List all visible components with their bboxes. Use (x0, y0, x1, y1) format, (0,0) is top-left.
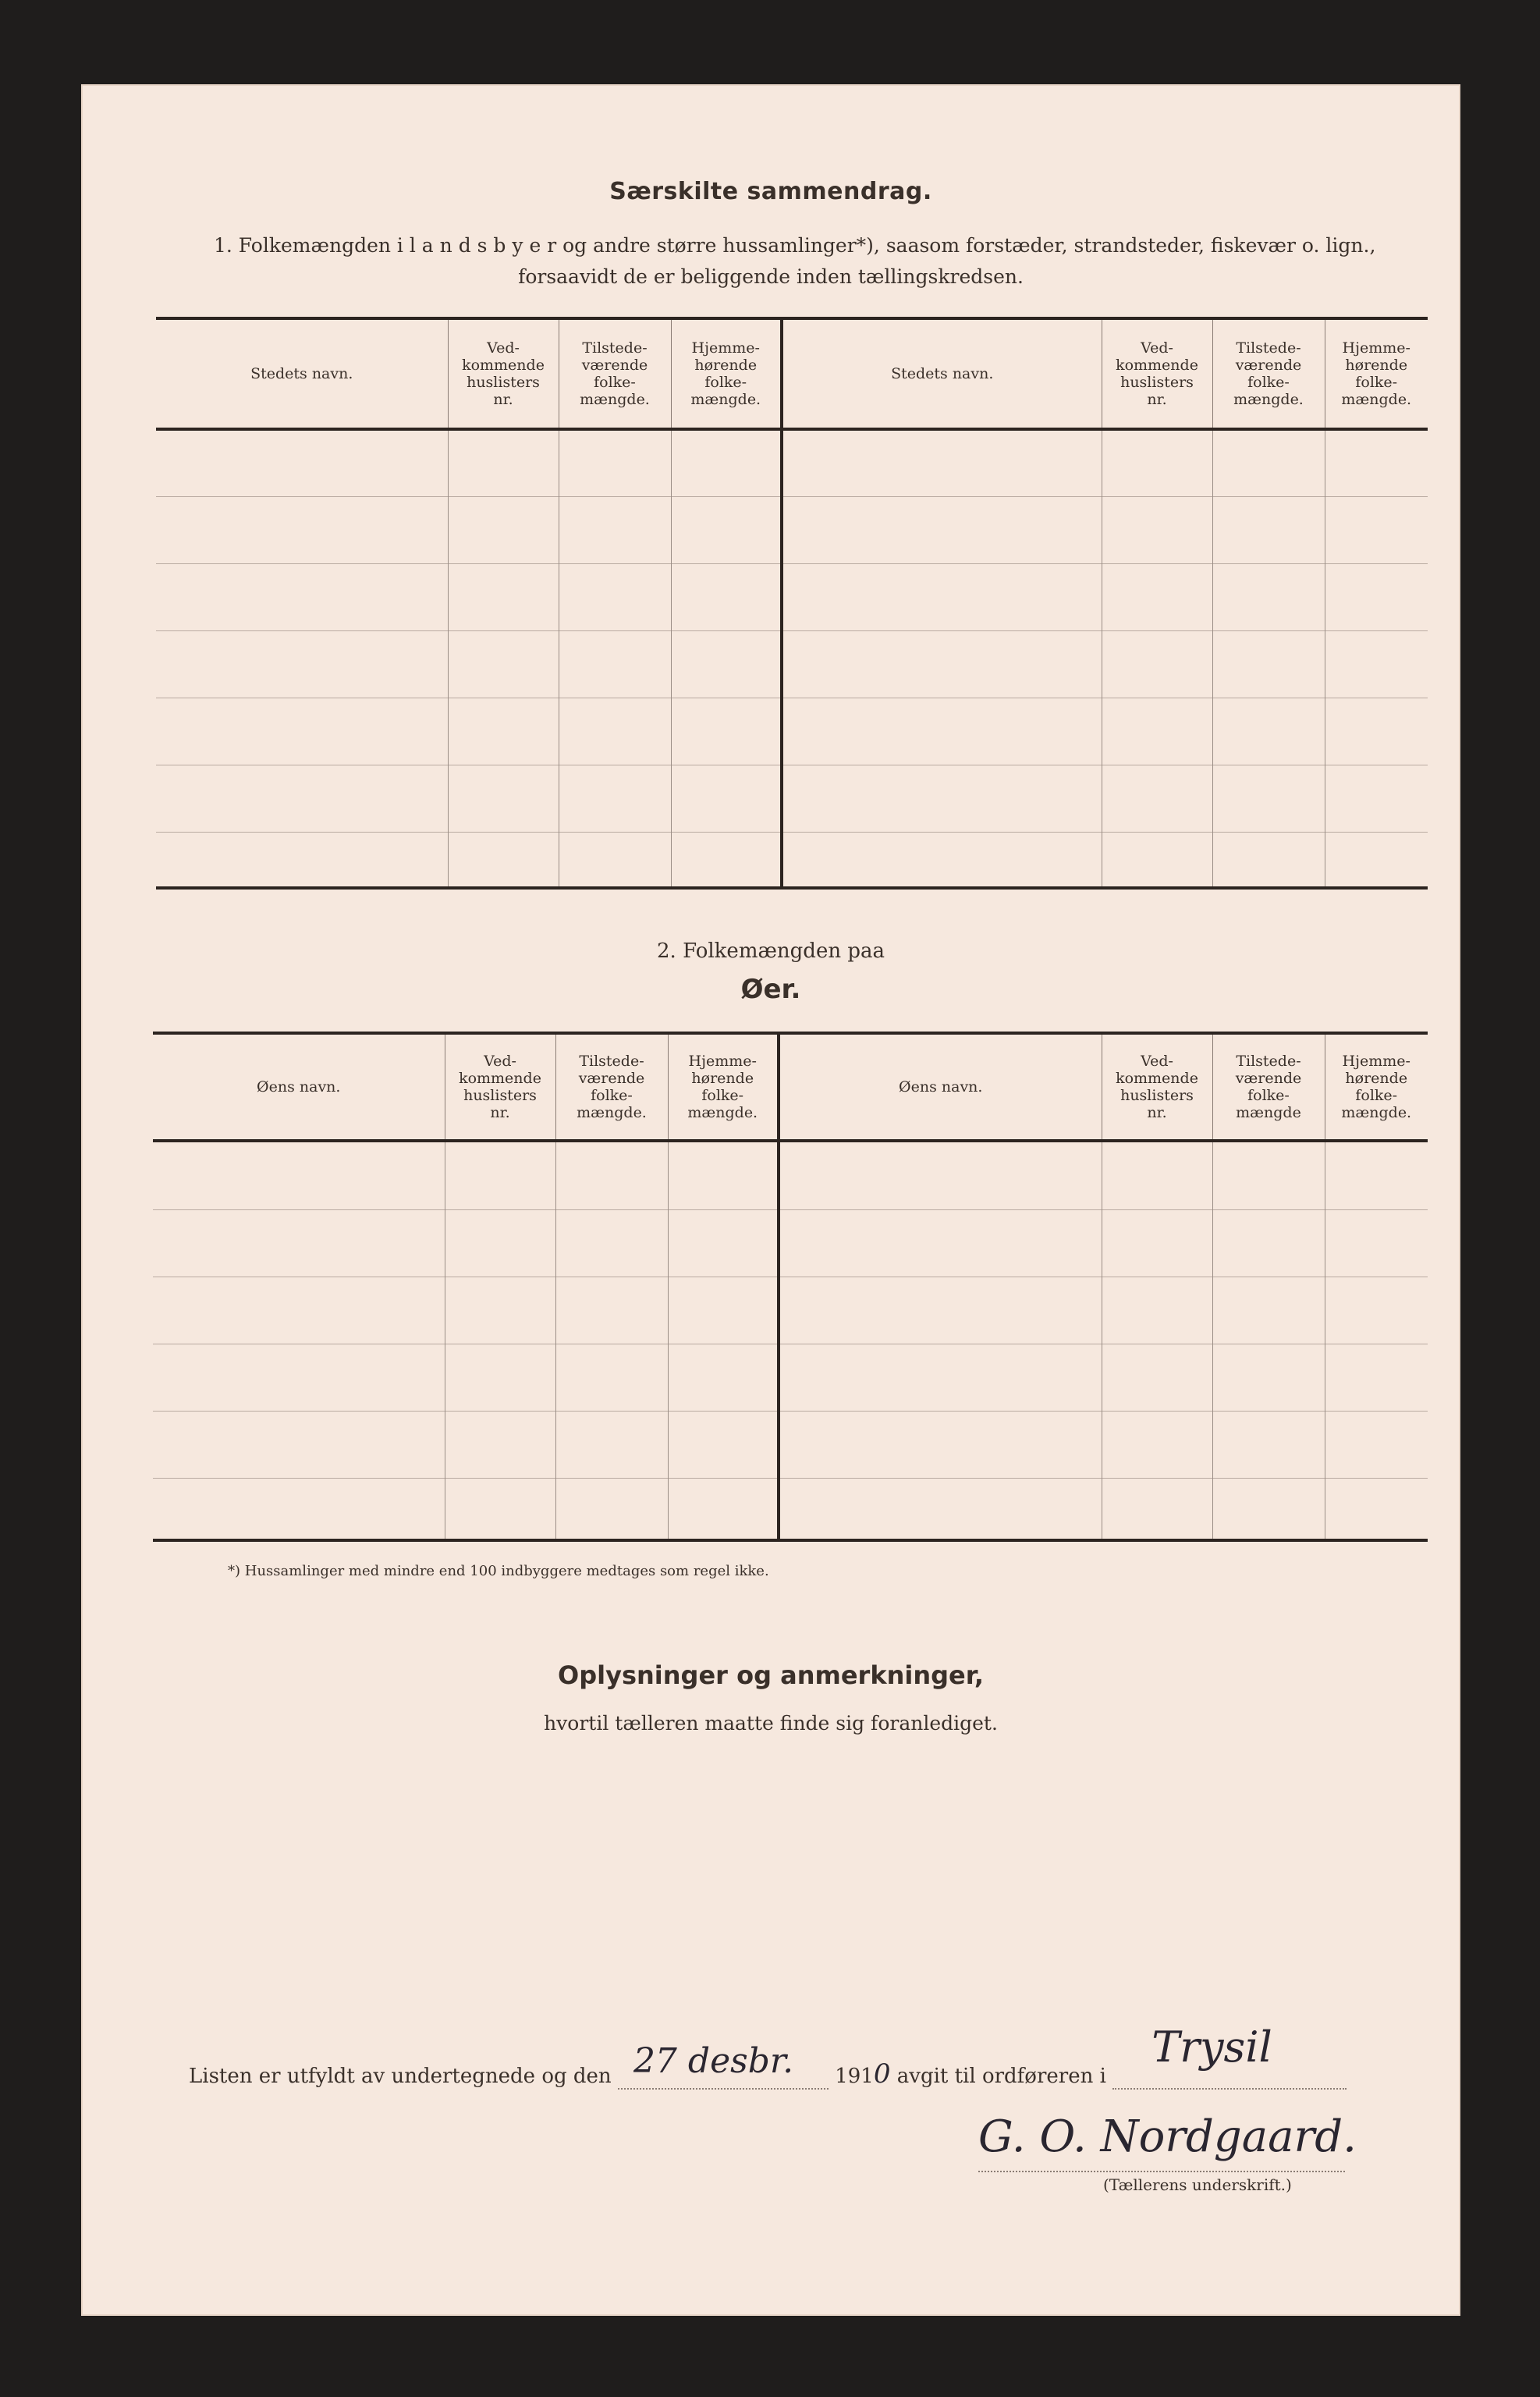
table-row (153, 1277, 1428, 1344)
col-header-present-population: Tilstede- værende folke- mængde. (559, 318, 671, 429)
table-row (156, 630, 1428, 698)
col-header-present-population: Tilstede- værende folke- mængde. (1212, 318, 1325, 429)
table-row (156, 698, 1428, 765)
table-row (153, 1411, 1428, 1478)
table-row (156, 496, 1428, 563)
col-header-house-list-nr: Ved- kommende huslisters nr. (1102, 1033, 1212, 1141)
islands-table (153, 1032, 1428, 1542)
handwritten-municipality: Trysil (1151, 2022, 1272, 2072)
statement-text-before-date: Listen er utfyldt av undertegnede og den (189, 2065, 612, 2088)
table-row (153, 1344, 1428, 1411)
col-header-island-name: Øens navn. (779, 1033, 1102, 1141)
table-row (153, 1141, 1428, 1209)
col-header-house-list-nr: Ved- kommende huslisters nr. (445, 1033, 555, 1141)
municipality-field (1112, 2022, 1347, 2090)
census-form-page (81, 84, 1460, 2316)
col-header-present-population: Tilstede- værende folke- mængde. (555, 1033, 668, 1141)
col-header-resident-population: Hjemme- hørende folke- mængde. (1325, 318, 1428, 429)
signature-label: (Tællerens underskrift.) (1103, 2175, 1292, 2194)
section2-label: 2. Folkemængden paa (657, 939, 885, 963)
handwritten-date: 27 desbr. (633, 2041, 794, 2081)
completion-statement (189, 2022, 1347, 2090)
section1-title: Særskilte sammendrag. (609, 178, 932, 205)
table-row (156, 832, 1428, 888)
year-prefix: 191 (835, 2065, 874, 2088)
section1-intro-line1: 1. Folkemængden i l a n d s b y e r og andre større hussamlinger*), saasom forstæder, strandsteder, fiskevær o. lign., (214, 234, 1376, 257)
signature-line (978, 2171, 1345, 2172)
table-row (153, 1478, 1428, 1540)
handwritten-year-digit: 0 (873, 2058, 891, 2090)
enumerator-signature: G. O. Nordgaard. (978, 2111, 1357, 2162)
col-header-resident-population: Hjemme- hørende folke- mængde. (1325, 1033, 1428, 1141)
section1-intro-line2: forsaavidt de er beliggende inden tællingskredsen. (518, 265, 1024, 288)
col-header-house-list-nr: Ved- kommende huslisters nr. (448, 318, 559, 429)
footnote: *) Hussamlinger med mindre end 100 indbyggere medtages som regel ikke. (228, 1563, 769, 1579)
col-header-place-name: Stedets navn. (782, 318, 1102, 429)
col-header-resident-population: Hjemme- hørende folke- mængde. (668, 1033, 779, 1141)
col-header-place-name: Stedets navn. (250, 365, 353, 382)
date-field (618, 2041, 829, 2090)
section2-title: Øer. (740, 974, 801, 1005)
villages-table (156, 317, 1428, 890)
col-header-house-list-nr: Ved- kommende huslisters nr. (1102, 318, 1212, 429)
section3-subtitle: hvortil tælleren maatte finde sig foranlediget. (544, 1712, 998, 1735)
col-header-resident-population: Hjemme- hørende folke- mængde. (671, 318, 782, 429)
section3-title: Oplysninger og anmerkninger, (558, 1660, 984, 1690)
col-header-island-name: Øens navn. (257, 1078, 341, 1096)
table-row (156, 563, 1428, 630)
table-row (156, 765, 1428, 832)
col-header-present-population: Tilstede- værende folke- mængde (1212, 1033, 1325, 1141)
statement-text-after-year: avgit til ordføreren i (896, 2065, 1106, 2088)
table-row (153, 1209, 1428, 1277)
table-row (156, 429, 1428, 496)
